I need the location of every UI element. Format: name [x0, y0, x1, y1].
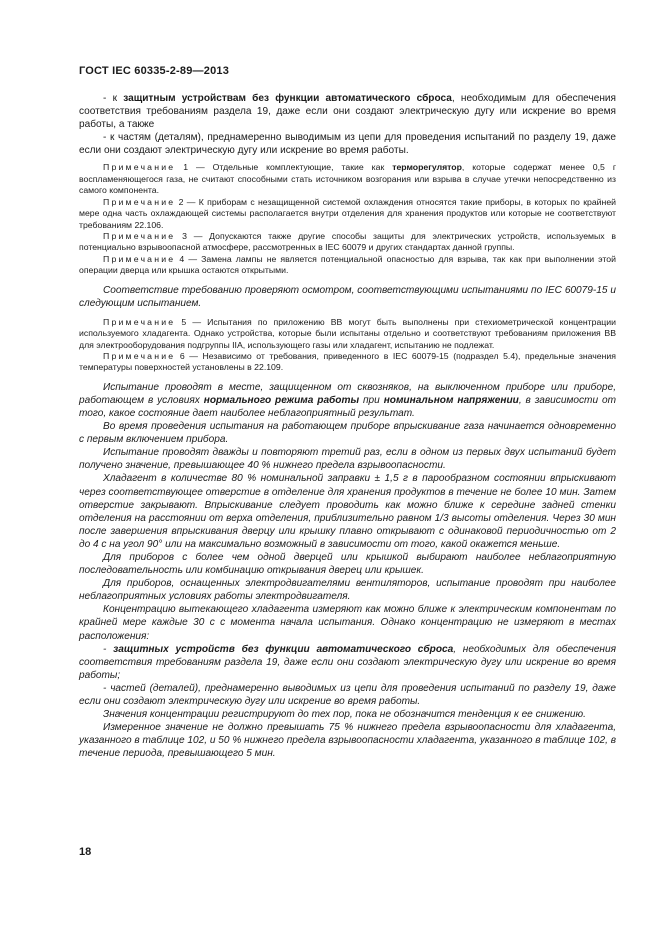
test-paragraph-9: - частей (деталей), преднамеренно выводимых из цепи для проведения испытаний по разделу 19, даже если они создают электрическую дугу или искрение во время работы.	[79, 682, 616, 707]
test-paragraph-4: Хладагент в количестве 80 % номинальной заправки ± 1,5 г в парообразном состоянии впрыскивают через соответствующее отверстие в отделение для хранения продуктов в течение не более 10 мин. Затем отверстие закрывают. Впрыскивание следует проводить как можно ближе к середине задней стенки отделения на расстоянии от верха отделения, приблизительно равном 1/3 высоты отделения. Через 30 мин после завершения впрыскивания дверцу или крышку плавно открывают с одинаковой периодичностью от 2 до 4 с на угол 90° или на максимально возможный в зависимости от того, какой окажется меньше.	[79, 473, 616, 550]
note-label: Примечание	[103, 230, 176, 241]
term-rated-voltage: номинальном напряжении	[383, 394, 519, 406]
note-label: Примечание	[103, 316, 176, 327]
test-paragraph-5: Для приборов с более чем одной дверцей или крышкой выбирают наиболее неблагоприятную последовательность или комбинацию открывания дверец или крышек.	[79, 551, 616, 577]
note-2: Примечание 2 — К приборам с незащищенной системой охлаждения относятся такие приборы, в которых по крайней мере одна часть охлаждающей системы располагается внутри отделения для хранения продуктов или которые не соответствуют требованиям 22.106.	[79, 196, 616, 230]
note-label: Примечание	[103, 162, 176, 173]
term-protective-devices-italic: защитных устройств без функции автоматического сброса	[113, 643, 454, 655]
test-paragraph-11: Измеренное значение не должно превышать 75 % нижнего предела взрывоопасности для хладагента, указанного в таблице 102, и 50 % нижнего предела взрывоопасности хладагента, указанного в таблице 102, в течение периода, превышающего 5 мин.	[79, 722, 616, 760]
paragraph-protective-devices: - к защитным устройствам без функции автоматического сброса, необходимым для обеспечения соответствия требованиям раздела 19, даже если они создают электрическую дугу или искрение во время работы, а также	[79, 93, 617, 131]
note-5: Примечание 5 — Испытания по приложению ВВ могут быть выполнены при стехиометрической концентрации используемого хладагента. Однако устройства, которые были испытаны отдельно и соответствуют требованиям приложения ВВ для электрооборудования подгруппы IIA, использующего газы или хладагент, испытанию не подлежат.	[79, 316, 616, 350]
test-paragraph-7: Концентрацию вытекающего хладагента измеряют как можно ближе к электрическим компонентам по крайней мере каждые 30 с с момента начала испытания. Однако концентрацию не измеряют в местах расположения:	[79, 604, 616, 642]
compliance-statement: Соответствие требованию проверяют осмотром, соответствующими испытаниями по IEC 60079-15 и следующим испытанием.	[79, 284, 616, 309]
test-paragraph-6: Для приборов, оснащенных электродвигателями вентиляторов, испытание проводят при наиболее неблагоприятных условиях работы электродвигателя.	[79, 578, 616, 603]
document-header: ГОСТ IEC 60335-2-89—2013	[79, 65, 230, 77]
note-label: Примечание	[103, 350, 176, 361]
note-4: Примечание 4 — Замена лампы не является потенциальной опасностью для взрыва, так как при выполнении этой операции дверца или крышка остаются открытыми.	[79, 253, 616, 276]
note-label: Примечание	[103, 196, 176, 207]
test-paragraph-10: Значения концентрации регистрируют до тех пор, пока не обозначится тенденция к ее снижению.	[103, 709, 586, 721]
page-number: 18	[79, 846, 92, 858]
note-1: Примечание 1 — Отдельные комплектующие, такие как терморегулятор, которые содержат менее 0,5 г воспламеняющегося газа, не считают способными стать источником возгорания или взрыва в случае утечки непосредственно из самого компонента.	[79, 162, 616, 196]
page-body	[79, 92, 616, 760]
test-paragraph-1: Испытание проводят в месте, защищенном от сквозняков, на выключенном приборе или приборе, работающем в условиях нормального режима работы при номинальном напряжении, в зависимости от того, какое состояние дает наиболее неблагоприятный результат.	[79, 381, 616, 419]
test-paragraph-3: Испытание проводят дважды и повторяют третий раз, если в одном из первых двух испытаний будет получено значение, превышающее 40 % нижнего предела взрывоопасности.	[79, 447, 616, 472]
paragraph-parts-removed: - к частям (деталям), преднамеренно выводимым из цепи для проведения испытаний по разделу 19, даже если они создают электрическую дугу или искрение во время работы.	[79, 132, 616, 157]
term-thermostat: терморегулятор	[392, 162, 462, 173]
note-label: Примечание	[103, 253, 176, 264]
note-3: Примечание 3 — Допускаются также другие способы защиты для электрических устройств, используемых в потенциально взрывоопасной атмосфере, рассмотренных в IEC 60079 и других стандартах данной группы.	[79, 230, 616, 253]
test-paragraph-2: Во время проведения испытания на работающем приборе впрыскивание газа начинается одновременно с первым включением прибора.	[79, 421, 616, 446]
test-paragraph-8: - защитных устройств без функции автоматического сброса, необходимых для обеспечения соответствия требованиям раздела 19, даже если они создают электрическую дугу или искрение во время работы;	[79, 643, 616, 681]
term-normal-operation: нормального режима работы	[203, 394, 360, 406]
term-protective-devices: защитным устройствам без функции автоматического сброса	[123, 93, 452, 104]
note-6: Примечание 6 — Независимо от требования, приведенного в IEC 60079-15 (подраздел 5.4), предельные значения температуры поверхностей установлены в 22.109.	[79, 350, 616, 373]
